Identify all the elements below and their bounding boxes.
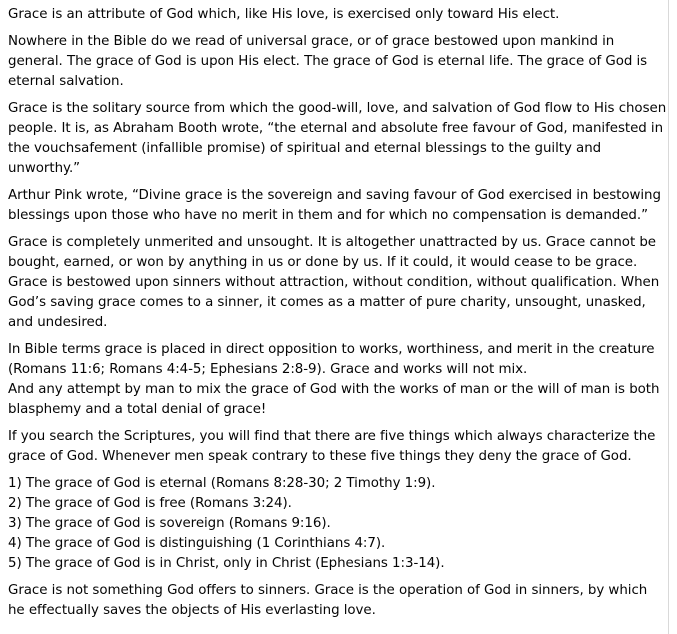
list-item: 4) The grace of God is distinguishing (1 Corinthians 4:7). (8, 536, 386, 551)
text-line: Grace is completely unmerited and unsought. It is altogether unattracted by us. Grace cannot be bought, earned, or won by anything in us or done by us. If it could, it would cease to be grace. Grace is bestowed upon sinners without attraction, without condition, without qualification. When God’s saving grace comes to a sinner, it comes as a matter of pure charity, unsought, unasked, and undesired. (8, 235, 660, 330)
paragraph-grace-vs-works (8, 340, 668, 420)
list-item: 3) The grace of God is sovereign (Romans 9:16). (8, 516, 331, 531)
text-line: Grace is not something God offers to sinners. Grace is the operation of God in sinners, by which he effectually saves the objects of His everlasting love. (8, 583, 648, 618)
paragraph-pink-quote (8, 186, 668, 226)
numbered-list (8, 474, 668, 574)
text-line: Nowhere in the Bible do we read of universal grace, or of grace bestowed upon mankind in general. The grace of God is upon His elect. The grace of God is eternal life. The grace of God is eternal salvation. (8, 34, 648, 89)
text-line: If you search the Scriptures, you will find that there are five things which always characterize the grace of God. Whenever men speak contrary to these five things they deny the grace of God. (8, 429, 656, 464)
right-edge-divider (668, 0, 677, 634)
list-item: 2) The grace of God is free (Romans 3:24). (8, 496, 292, 511)
paragraph-closing (8, 581, 668, 621)
paragraph-unmerited (8, 233, 668, 333)
paragraph-solitary-source (8, 99, 668, 179)
paragraph-grace-attribute (8, 5, 668, 25)
text-line: Grace is the solitary source from which the good-will, love, and salvation of God flow to His chosen people. It is, as Abraham Booth wrote, “the eternal and absolute free favour of God, manifested in the vouchsafement (infallible promise) of spiritual and eternal blessings to the guilty and unworthy.” (8, 101, 667, 176)
text-line: In Bible terms grace is placed in direct opposition to works, worthiness, and merit in the creature (Romans 11:6; Romans 4:4-5; Ephesians 2:8-9). Grace and works will not mix. (8, 342, 655, 377)
list-item: 1) The grace of God is eternal (Romans 8:28-30; 2 Timothy 1:9). (8, 476, 436, 491)
paragraph-five-things (8, 427, 668, 467)
text-line: Grace is an attribute of God which, like His love, is exercised only toward His elect. (8, 7, 560, 22)
paragraph-no-universal-grace (8, 32, 668, 92)
text-line: And any attempt by man to mix the grace of God with the works of man or the will of man is both blasphemy and a total denial of grace! (8, 382, 660, 417)
text-line: Arthur Pink wrote, “Divine grace is the sovereign and saving favour of God exercised in bestowing blessings upon those who have no merit in them and for which no compensation is demanded.” (8, 188, 661, 223)
list-item: 5) The grace of God is in Christ, only in Christ (Ephesians 1:3-14). (8, 556, 445, 571)
